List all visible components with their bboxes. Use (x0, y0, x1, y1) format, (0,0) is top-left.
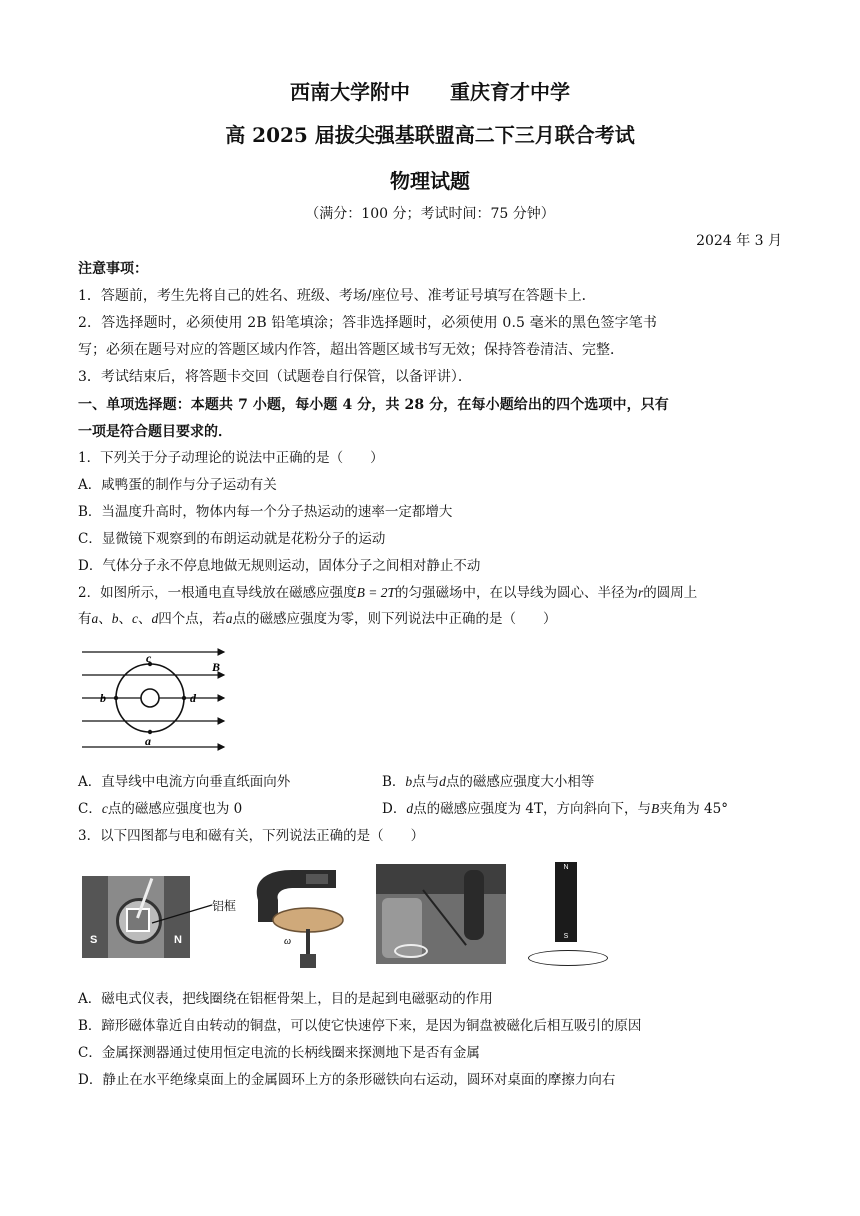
q3-option-a: A．磁电式仪表，把线圈绕在铝框骨架上，目的是起到电磁驱动的作用 (78, 991, 493, 1007)
q1-option-d: D．气体分子永不停息地做无规则运动，固体分子之间相对静止不动 (78, 558, 481, 574)
label-field-b: B (212, 660, 221, 674)
exam-date: 2024 年 3 月 (696, 233, 782, 249)
label-b: b (100, 691, 106, 705)
field-b: B (650, 801, 660, 816)
q1-stem: 1．下列关于分子动理论的说法中正确的是（ ） (78, 450, 384, 466)
detector-coil (394, 944, 428, 958)
point-a: a (225, 611, 233, 626)
point-d: d (406, 801, 414, 816)
q2-option-a: A．直导线中电流方向垂直纸面向外 (78, 774, 291, 790)
disc-axle (306, 929, 310, 955)
label-d: d (190, 691, 196, 705)
q2-option-c (78, 799, 242, 819)
q2-text: 有 (78, 611, 92, 627)
point-c: c (101, 801, 108, 816)
point-d: d (439, 774, 446, 789)
trees-background (376, 864, 506, 894)
detector-shaft (422, 889, 467, 945)
q2-option-d (382, 799, 728, 819)
school-names: 西南大学附中 重庆育才中学 (290, 80, 570, 104)
q2-text: 点的磁感应强度为零，则下列说法中正确的是（ ） (232, 611, 557, 627)
q1-option-b: B．当温度升高时，物体内每一个分子热运动的速率一定都增大 (78, 504, 453, 520)
q1-option-c: C．显微镜下观察到的布朗运动就是花粉分子的运动 (78, 531, 386, 547)
notes-heading: 注意事项： (78, 261, 148, 277)
wire-cross-section (141, 689, 159, 707)
point-d-dot (182, 696, 186, 700)
magnet-arm (306, 874, 328, 884)
q2-text: 点的磁感应强度大小相等 (445, 774, 595, 790)
note-item: 写；必须在题号对应的答题区域内作答，超出答题区域书写无效；保持答卷清洁、完整． (78, 342, 624, 358)
section-heading-line1: 一、单项选择题：本题共 7 小题，每小题 4 分，共 28 分，在每小题给出的四个选项中，只有 (78, 397, 669, 413)
q2-text: 夹角为 45° (659, 801, 728, 817)
q2-text: 点的磁感应强度也为 0 (107, 801, 243, 817)
separator: 、 (98, 611, 112, 627)
q2-radius-var: r (637, 585, 644, 600)
q3-stem: 3．以下四图都与电和磁有关，下列说法正确的是（ ） (78, 828, 425, 844)
q2-stem-line1 (78, 583, 697, 603)
label-c: c (146, 651, 152, 665)
exam-title: 高 2025 届拔尖强基联盟高二下三月联合考试 (225, 123, 635, 147)
magnet-n-label: N (563, 864, 569, 871)
magnet-s-label: S (563, 933, 569, 940)
metal-ring (528, 950, 608, 966)
q3-option-c: C．金属探测器通过使用恒定电流的长柄线圈来探测地下是否有金属 (78, 1045, 480, 1061)
q2-text: 四个点，若 (158, 611, 226, 627)
pole-s-label: S (90, 934, 98, 946)
aluminum-frame-label: 铝框 (212, 899, 237, 913)
q2-text: D． (382, 801, 407, 817)
note-item: 3．考试结束后，将答题卡交回（试题卷自行保管，以备评讲）． (78, 369, 472, 385)
disc-base (300, 954, 316, 968)
q2-text: 的匀强磁场中，在以导线为圆心、半径为 (394, 585, 638, 601)
magnetic-field-diagram (80, 644, 232, 756)
point-d: d (151, 611, 159, 626)
pole-n-label: N (174, 934, 182, 946)
q2-text: 点与 (412, 774, 440, 790)
label-a: a (145, 734, 151, 748)
q2-text: 点的磁感应强度为 4T，方向斜向下，与 (413, 801, 651, 817)
metal-detector-photo (376, 864, 506, 964)
q3-option-b: B．蹄形磁体靠近自由转动的铜盘，可以使它快速停下来，是因为铜盘被磁化后相互吸引的原因 (78, 1018, 642, 1034)
section-heading-line2: 一项是符合题目要求的． (78, 424, 232, 440)
separator: 、 (138, 611, 152, 627)
horseshoe-magnet-photo (248, 866, 344, 974)
note-item: 1．答题前，考生先将自己的姓名、班级、考场/座位号、准考证号填写在答题卡上． (78, 288, 596, 304)
omega-label: ω (284, 936, 292, 947)
q2-text: B． (382, 774, 406, 790)
point-c: c (132, 611, 138, 626)
q1-option-a: A．咸鸭蛋的制作与分子运动有关 (78, 477, 277, 493)
bar-magnet (555, 862, 577, 942)
q2-option-b (382, 772, 594, 792)
point-b: b (405, 774, 413, 789)
q2-text: C． (78, 801, 102, 817)
separator: 、 (118, 611, 132, 627)
q2-text: 的圆周上 (643, 585, 698, 601)
point-b: b (111, 611, 119, 626)
note-item: 2．答选择题时，必须使用 2B 铅笔填涂；答非选择题时，必须使用 0.5 毫米的黑色签字笔书 (78, 315, 658, 331)
point-b-dot (114, 696, 118, 700)
q2-formula: B = 2T (356, 585, 395, 600)
q2-text: 2．如图所示，一根通电直导线放在磁感应强度 (78, 585, 357, 601)
person-silhouette (464, 870, 484, 940)
exam-info: （满分：100 分；考试时间：75 分钟） (305, 206, 555, 222)
point-a: a (91, 611, 99, 626)
q3-option-d: D．静止在水平绝缘桌面上的金属圆环上方的条形磁铁向右运动，圆环对桌面的摩擦力向右 (78, 1072, 616, 1088)
copper-disc (273, 908, 343, 932)
subject-title: 物理试题 (390, 169, 470, 193)
q2-stem-line2 (78, 609, 557, 629)
